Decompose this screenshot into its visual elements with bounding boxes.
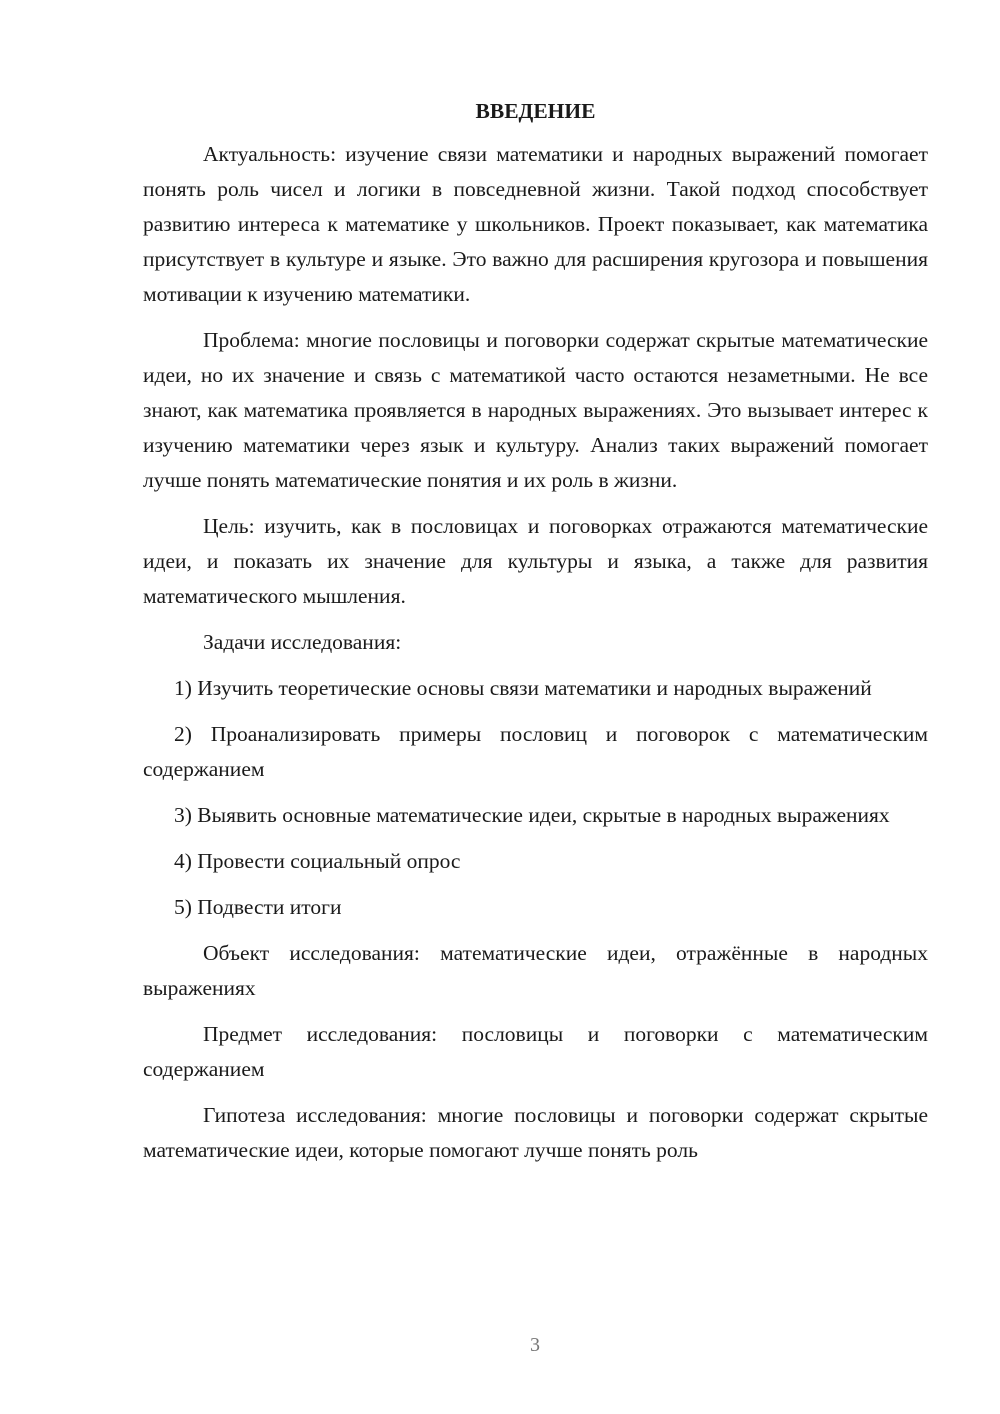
paragraph-goal: Цель: изучить, как в пословицах и поговорках отражаются математические идеи, и показать их значение для культуры и языка, а также для развития математического мышления. <box>143 514 928 608</box>
task-item-1: 1) Изучить теоретические основы связи математики и народных выражений <box>174 676 872 700</box>
paragraph-hypothesis: Гипотеза исследования: многие пословицы и поговорки содержат скрытые математические идеи, которые помогают лучше понять роль <box>143 1103 928 1162</box>
tasks-title: Задачи исследования: <box>203 630 402 654</box>
task-item-4: 4) Провести социальный опрос <box>174 849 461 873</box>
task-item-3: 3) Выявить основные математические идеи, скрытые в народных выражениях <box>174 803 890 827</box>
paragraph-relevance: Актуальность: изучение связи математики и народных выражений помогает понять роль чисел и логики в повседневной жизни. Такой подход способствует развитию интереса к математике у школьников. Проект показывает, как математика присутствует в культуре и языке. Это важно для расширения кругозора и повышения мотивации к изучению математики. <box>143 142 928 306</box>
paragraph-subject: Предмет исследования: пословицы и поговорки с математическим содержанием <box>143 1022 928 1081</box>
task-item-2: 2) Проанализировать примеры пословиц и поговорок с математическим содержанием <box>143 722 928 781</box>
document-body <box>143 95 928 1179</box>
paragraph-object: Объект исследования: математические идеи, отражённые в народных выражениях <box>143 941 928 1000</box>
task-item-5: 5) Подвести итоги <box>174 895 342 919</box>
page-number: 3 <box>530 1334 540 1356</box>
paragraph-problem: Проблема: многие пословицы и поговорки содержат скрытые математические идеи, но их значение и связь с математикой часто остаются незаметными. Не все знают, как математика проявляется в народных выражениях. Это вызывает интерес к изучению математики через язык и культуру. Анализ таких выражений помогает лучше понять математические понятия и их роль в жизни. <box>143 328 928 492</box>
page-title: ВВЕДЕНИЕ <box>475 99 596 123</box>
